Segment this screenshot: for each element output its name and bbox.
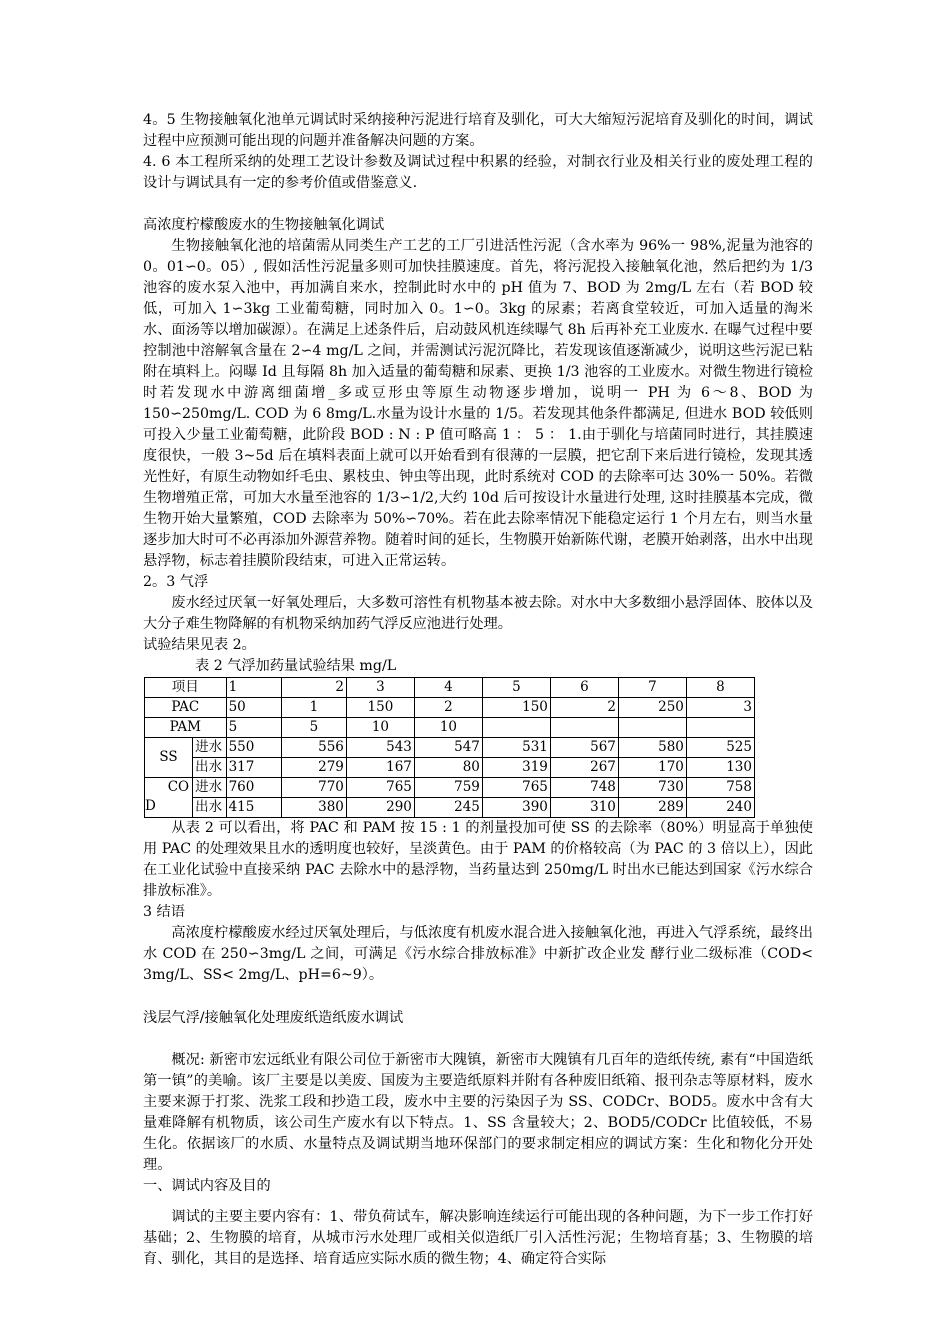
paragraph-4-5: 4。5 生物接触氧化池单元调试时采纳接种污泥进行培育及驯化，可大大缩短污泥培育及驯化的时间，调试过程中应预测可能出现的问题并准备解决问题的方案。 (143, 112, 813, 149)
table-cell: 289 (618, 798, 686, 818)
table-cell: 759 (414, 778, 482, 798)
table-cell: 547 (414, 738, 482, 758)
table-cell: 525 (686, 738, 754, 758)
paragraph-biofilm-culture: 生物接触氧化池的培菌需从同类生产工艺的工厂引进活性污泥（含水率为 96%一 98%,泥量为池容的 0。01∽0。05）, 假如活性污泥量多则可加快挂膜速度。首先，将污泥投入接触氧化池，然后把约为 1/3 池容的废水泵入池中，再加满自来水，控制此时水中的 pH 值为 7、BOD 为 2mg/L 左右（若 BOD 较低，可加入 1∽3kg 工业葡萄糖，同时加入 0。1∽0。3kg 的尿素；若离食堂较近，可加入适量的淘米水、面汤等以增加碳源）。在满足上述条件后，启动鼓风机连续曝气 8h 后再补充工业废水. 在曝气过程中要控制池中溶解氧含量在 2∽4 mg/L 之间，并需测试污泥沉降比，若发现该值逐渐减少，说明这些污泥已粘附在填料上。闷曝 Id 且每隔 8h 加入适量的葡萄糖和尿素、更换 1/3 池容的工业废水。对微生物进行镜检时若发现水中游离细菌增_多或豆形虫等原生动物逐步增加，说明一 PH 为 6～8、BOD 为 150∽250mg/L. COD 为 6 8mg/L.水量为设计水量的 1/5。若发现其他条件都满足, 但进水 BOD 较低则可投入少量工业葡萄糖，此阶段 BOD : N : P 值可略高 1 ： 5 ： 1.由于驯化与培菌同时进行，其挂膜速度很快，一般 3~5d 后在填料表面上就可以开始看到有很薄的一层膜，把它刮下来后进行镜检，发现其透光性好，有原生动物如纤毛虫、累枝虫、钟虫等出现，此时系统对 COD 的去除率可达 30%一 50%。若微生物增殖正常，可加大水量至池容的 1/3∽1/2,大约 10d 后可按设计水量进行处理, 这时挂膜基本完成，微生物开始大量繁殖，COD 去除率为 50%∽70%。若在此去除率情况下能稳定运行 1 个月左右，则当水量逐步加大时可不必再添加外源营养物。随着时间的延长，生物膜开始新陈代谢，老膜开始剥落，出水中出现悬浮物，标志着挂膜阶段结束，可进入正常运转。 (143, 238, 813, 569)
row-label: PAM (145, 718, 227, 738)
section-title-paper-wastewater: 浅层气浮/接触氧化处理废纸造纸废水调试 (143, 1010, 404, 1026)
cod-label-top: CO (167, 779, 190, 795)
table-cell: 170 (618, 758, 686, 778)
table-cell: 10 (346, 718, 414, 738)
table-cell: 1 (282, 698, 347, 718)
table-cell (686, 718, 754, 738)
table-cell: 567 (550, 738, 618, 758)
table-cell (618, 718, 686, 738)
table-cell: 167 (346, 758, 414, 778)
paragraph-4-6: 4. 6 本工程所采纳的处理工艺设计参数及调试过程中积累的经验，对制衣行业及相关行业的废处理工程的设计与调试具有一定的参考价值或借鉴意义. (143, 154, 813, 191)
table-cell: 80 (414, 758, 482, 778)
table-cell (482, 718, 550, 738)
table-cell: 3 (686, 698, 754, 718)
header-cell: 8 (686, 678, 754, 698)
header-cell: 7 (618, 678, 686, 698)
paragraph-overview: 概况: 新密市宏远纸业有限公司位于新密市大隗镇，新密市大隗镇有几百年的造纸传统, 素有“中国造纸第一镇”的美喻。该厂主要是以美废、国废为主要造纸原料并附有各种废旧纸箱、报刊杂志等原材料，废水主要来源于打浆、洗浆工段和抄造工段，废水中主要的污染因子为 SS、CODCr、BOD5。废水中含有大量难降解有机物质，该公司生产废水有以下特点。1、SS 含量较大；2、BOD5/CODCr 比值较低，不易生化。依据该厂的水质、水量特点及调试期当地环保部门的要求制定相应的调试方案：生化和物化分开处理。 (143, 1052, 813, 1173)
document-page (143, 110, 813, 1270)
table-cell: 765 (482, 778, 550, 798)
table-cell: 240 (686, 798, 754, 818)
header-cell: 3 (346, 678, 414, 698)
table-cell: 290 (346, 798, 414, 818)
paragraph-conclusion: 高浓度柠檬酸废水经过厌氧处理后，与低浓度有机废水混合进入接触氧化池，再进入气浮系统，最终出水 COD 在 250∽3mg/L 之间，可满足《污水综合排放标准》中新扩改企业发 酵行业二级标准（COD< 3mg/L、SS< 2mg/L、pH=6~9）。 (143, 925, 813, 983)
header-cell: 5 (482, 678, 550, 698)
table-cell: 5 (282, 718, 347, 738)
table-cell: 10 (414, 718, 482, 738)
table-cell: 150 (346, 698, 414, 718)
table-cell: 5 (226, 718, 281, 738)
table-cell: 550 (226, 738, 281, 758)
paragraph-table-analysis: 从表 2 可以看出，将 PAC 和 PAM 按 15 : 1 的剂量投加可使 SS 的去除率（80%）明显高于单独使用 PAC 的处理效果且水的透明度也较好，呈淡黄色。由于 PAM 的价格较高（为 PAC 的 3 倍以上），因此在工业化试验中直接采纳 PAC 去除水中的悬浮物，当药量达到 250mg/L 时出水已能达到国家《污水综合排放标准》。 (143, 820, 813, 899)
table-cell: 130 (686, 758, 754, 778)
table-row-pac (145, 698, 755, 718)
table-cell: 580 (618, 738, 686, 758)
table-row-ss-in (145, 738, 755, 758)
header-cell: 4 (414, 678, 482, 698)
table-cell: 730 (618, 778, 686, 798)
table-row-cod-in (145, 778, 755, 798)
table-cell: 245 (414, 798, 482, 818)
subheading-2-3: 2。3 气浮 (143, 574, 209, 590)
table-cell: 150 (482, 698, 550, 718)
sub-label: 出水 (193, 758, 226, 778)
header-cell: 6 (550, 678, 618, 698)
table-cell: 748 (550, 778, 618, 798)
table-cell: 2 (414, 698, 482, 718)
table-cell: 2 (550, 698, 618, 718)
row-label-cod (145, 778, 193, 818)
table-cell: 279 (282, 758, 347, 778)
header-cell: 2 (282, 678, 347, 698)
sub-label: 出水 (193, 798, 226, 818)
header-cell: 1 (226, 678, 281, 698)
table-cell: 543 (346, 738, 414, 758)
table-cell: 390 (482, 798, 550, 818)
paragraph-debug-content: 调试的主要主要内容有：1、带负荷试车，解决影响连续运行可能出现的各种问题，为下一步工作打好基础；2、生物膜的培育，从城市污水处理厂或相关似造纸厂引入活性污泥；生物培育基；3、生物膜的培育、驯化，其目的是选择、培育适应实际水质的微生物；4、确定符合实际 (143, 1209, 813, 1267)
subheading-debug-content: 一、调试内容及目的 (143, 1178, 271, 1194)
section-title-citric-acid: 高浓度柠檬酸废水的生物接触氧化调试 (143, 217, 385, 233)
table-header-row (145, 678, 755, 698)
table-cell: 531 (482, 738, 550, 758)
table-cell: 770 (282, 778, 347, 798)
table-cell: 556 (282, 738, 347, 758)
cod-label-bottom: D (145, 798, 156, 814)
header-cell: 项目 (145, 678, 227, 698)
row-label: SS (145, 738, 193, 778)
table-cell: 250 (618, 698, 686, 718)
row-label: PAC (145, 698, 227, 718)
paragraph-flotation: 废水经过厌氧一好氧处理后，大多数可溶性有机物基本被去除。对水中大多数细小悬浮固体、胶体以及大分子难生物降解的有机物采纳加药气浮反应池进行处理。 (143, 595, 813, 632)
table-row-cod-out (145, 798, 755, 818)
table-cell: 310 (550, 798, 618, 818)
table-cell: 765 (346, 778, 414, 798)
table-cell: 50 (226, 698, 281, 718)
table-cell: 758 (686, 778, 754, 798)
result-line: 试验结果见表 2。 (143, 637, 256, 653)
table-cell: 317 (226, 758, 281, 778)
table-cell: 380 (282, 798, 347, 818)
table-cell: 267 (550, 758, 618, 778)
sub-label: 进水 (193, 778, 226, 798)
table-cell: 415 (226, 798, 281, 818)
table-row-pam (145, 718, 755, 738)
flotation-dosage-table (144, 677, 755, 818)
table-cell: 760 (226, 778, 281, 798)
sub-label: 进水 (193, 738, 226, 758)
table-cell: 319 (482, 758, 550, 778)
table-row-ss-out (145, 758, 755, 778)
table-cell (550, 718, 618, 738)
table-caption: 表 2 气浮加药量试验结果 mg/L (195, 658, 397, 674)
subheading-3: 3 结语 (143, 904, 185, 920)
